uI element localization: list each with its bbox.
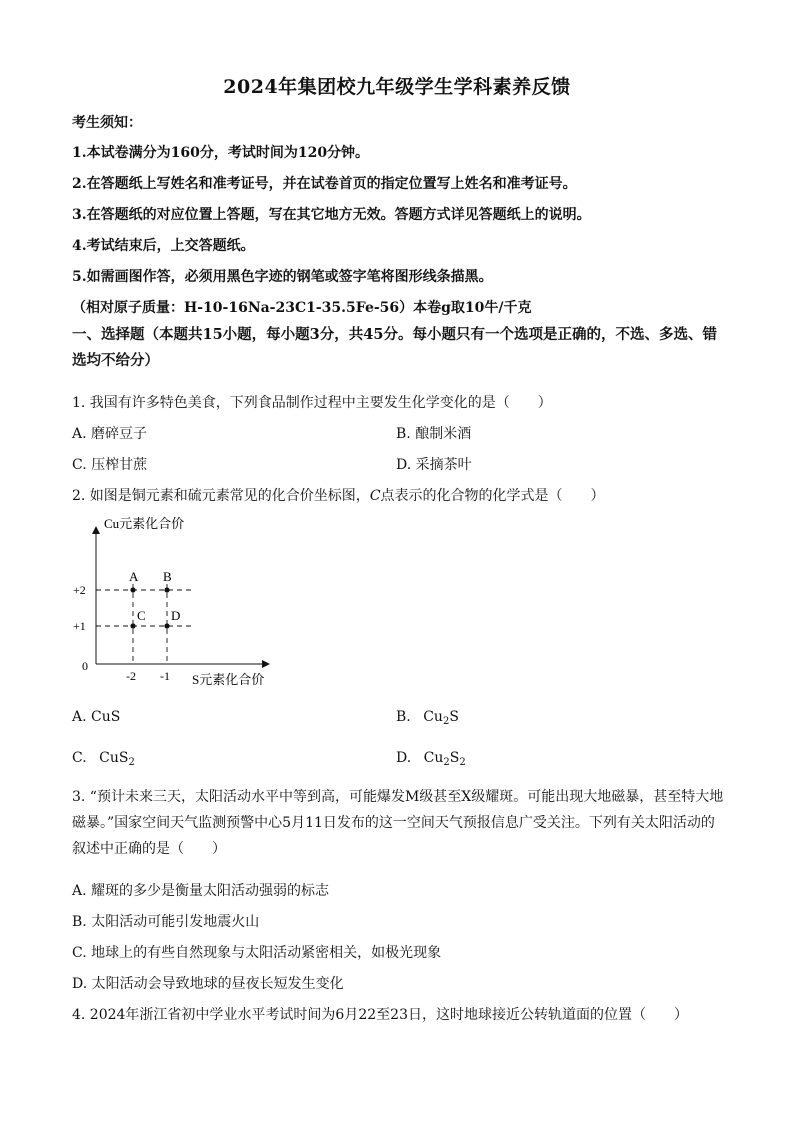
q2-option-c-prefix: C. [72,750,87,766]
x-tick-label: -2 [126,669,136,683]
x-axis-arrow [262,660,270,668]
formula-subscript: 2 [443,757,450,768]
notice-item: 4.考试结束后，上交答题纸。 [72,238,255,254]
q2-option-d-formula [424,750,466,766]
formula-subscript: 2 [128,757,135,768]
formula-part: S [449,709,459,725]
q3-option-b: B. 太阳活动可能引发地震火山 [72,914,260,930]
x-axis-label: S元素化合价 [192,672,265,687]
data-points [129,569,180,629]
q2-option-d [396,750,466,768]
q3-option-a: A. 耀斑的多少是衡量太阳活动强弱的标志 [72,883,330,899]
q4-stem: 4. 2024年浙江省初中学业水平考试时间为6月22至23日，这时地球接近公转轨道面的位置（ ） [72,1007,688,1023]
notice-heading: 考生须知： [72,115,142,131]
q2-option-c-formula [99,750,135,766]
y-tick-label: +2 [73,583,86,597]
point-label-b: B [163,569,172,584]
data-point-b [164,587,169,592]
q2-option-c [72,750,135,768]
notice-item: 2.在答题纸上写姓名和准考证号，并在试卷首页的指定位置写上姓名和准考证号。 [72,176,577,192]
formula-part: CuS [99,750,129,766]
q3-stem: 3. “预计未来三天，太阳活动水平中等到高，可能爆发M级甚至X级耀斑。可能出现大地磁暴，甚至特大地磁暴。”国家空间天气监测预警中心5月11日发布的这一空间天气预报信息广受关注。下列有关太阳活动的叙述中正确的是（ ） [72,789,724,857]
data-point-d [164,623,169,628]
q3-option-d: D. 太阳活动会导致地球的昼夜长短发生变化 [72,976,344,992]
q2-stem-point: C [369,488,381,504]
q2-stem [72,485,605,505]
q2-option-b-formula [423,709,459,725]
q1-option-a: A. 磨碎豆子 [72,426,148,442]
formula-part: Cu [423,750,444,766]
formula-subscript: 2 [442,716,450,727]
q2-option-b-prefix: B. [396,709,411,725]
q2-stem-post: 点表示的化合物的化学式是（ ） [380,488,605,504]
point-label-d: D [171,608,181,623]
q1-option-d: D. 采摘茶叶 [396,457,472,473]
formula-subscript: 2 [459,757,466,768]
notice-item: 3.在答题纸的对应位置上答题，写在其它地方无效。答题方式详见答题纸上的说明。 [72,207,591,223]
q2-option-a: A. CuS [72,709,121,725]
q1-stem: 1. 我国有许多特色美食，下列食品制作过程中主要发生化学变化的是（ ） [72,395,552,411]
q1-option-c: C. 压榨甘蔗 [72,457,148,473]
section-heading: 一、选择题（本题共15小题，每小题3分，共45分。每小题只有一个选项是正确的，不选、多选、错选均不给分） [72,326,717,369]
page-title: 2024年集团校九年级学生学科素养反馈 [223,76,571,98]
formula-part: S [449,750,460,766]
q1-option-b: B. 酿制米酒 [396,426,472,442]
point-label-a: A [129,569,139,584]
data-point-a [130,587,135,592]
y-tick-label: +1 [73,619,86,633]
x-tick-label: -1 [160,669,170,683]
notice-item: 1.本试卷满分为160分，考试时间为120分钟。 [72,145,370,161]
formula-part: Cu [423,709,443,725]
valence-chart [70,508,310,688]
point-label-c: C [137,608,146,623]
y-axis-label: Cu元素化合价 [104,516,185,531]
q3-option-c: C. 地球上的有些自然现象与太阳活动紧密相关，如极光现象 [72,945,442,961]
guide-lines [96,584,195,664]
q2-option-b [396,709,459,727]
data-point-c [130,623,135,628]
notice-item: 5.如需画图作答，必须用黑色字迹的钢笔或签字笔将图形线条描黑。 [72,269,493,285]
q2-option-d-prefix: D. [396,750,412,766]
origin-label: 0 [82,659,88,673]
q2-stem-pre: 2. 如图是铜元素和硫元素常见的化合价坐标图， [72,488,370,504]
constants-line: （相对原子质量：H-10-16Na-23C1-35.5Fe-56）本卷g取10牛/千克 [72,300,532,316]
y-axis-arrow [92,526,100,534]
